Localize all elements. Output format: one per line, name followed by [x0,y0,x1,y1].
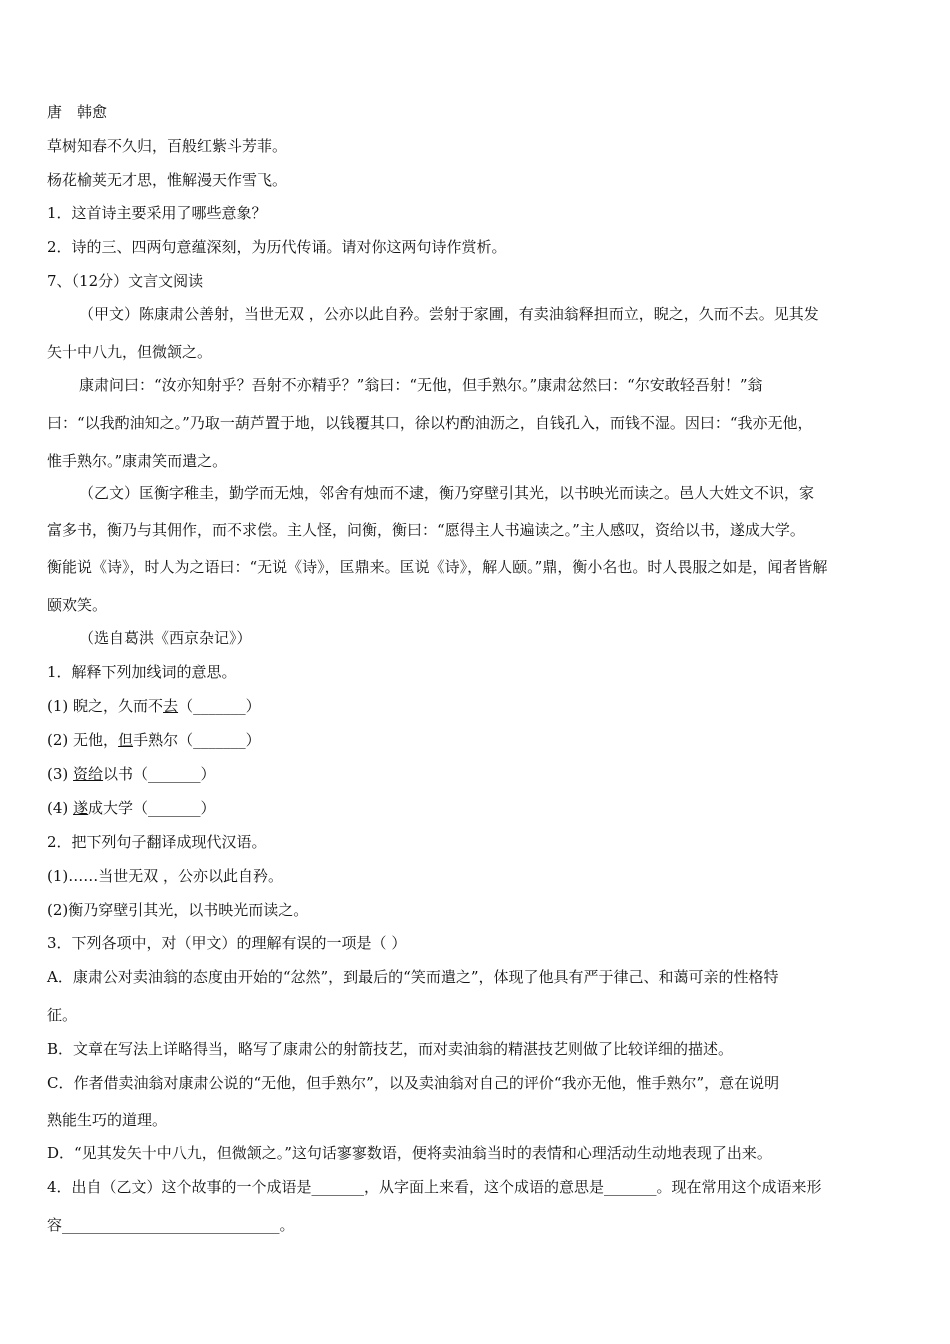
question-4-line-1: 4．出自（乙文）这个故事的一个成语是_______，从字面上来看，这个成语的意思是_______。现在常用这个成语来形 [47,1178,822,1196]
underlined-word: 遂 [73,799,89,817]
question-1-item-4: (4) 遂成大学（_______） [47,799,216,817]
poem-line-2: 杨花榆荚无才思，惟解漫天作雪飞。 [47,171,288,189]
poem-author: 唐 韩愈 [47,103,108,121]
yi-paragraph-line-4: 颐欢笑。 [47,596,108,614]
section-7-heading: 7、（12分）文言文阅读 [47,272,204,290]
underlined-word: 资给 [73,765,104,783]
jia-paragraph-2-line-3: 惟手熟尔。”康肃笑而遣之。 [47,452,228,470]
question-2-item-1: (1)……当世无双 ，公亦以此自矜。 [47,867,284,885]
yi-paragraph-line-3: 衡能说《诗》，时人为之语曰：“无说《诗》，匡鼎来。匡说《诗》，解人颐。”鼎，衡小名也。时人畏服之如是，闻者皆解 [47,558,828,576]
poem-line-1: 草树知春不久归，百般红紫斗芳菲。 [47,137,288,155]
underlined-word: 但 [118,731,134,749]
poem-question-1: 1．这首诗主要采用了哪些意象？ [47,204,267,222]
question-1-item-2: (2) 无他，但手熟尔（_______） [47,731,261,749]
question-2-item-2: (2)衡乃穿壁引其光，以书映光而读之。 [47,901,309,919]
jia-paragraph-1-line-1: （甲文）陈康肃公善射，当世无双 ，公亦以此自矜。尝射于家圃，有卖油翁释担而立，睨之，久而不去。见其发 [79,305,819,323]
question-1-item-1: (1) 睨之，久而不去（_______） [47,697,261,715]
jia-paragraph-2-line-1: 康肃问曰：“汝亦知射乎？吾射不亦精乎？”翁曰：“无他，但手熟尔。”康肃忿然曰：“尔安敢轻吾射！”翁 [79,376,763,394]
option-a-line-1: A．康肃公对卖油翁的态度由开始的“忿然”，到最后的“笑而遣之”，体现了他具有严于律己、和蔼可亲的性格特 [47,968,779,986]
yi-paragraph-line-2: 富多书，衡乃与其佣作，而不求偿。主人怪，问衡，衡曰：“愿得主人书遍读之。”主人感叹，资给以书，遂成大学。 [47,521,805,539]
option-d: D．“见其发矢十中八九，但微颔之。”这句话寥寥数语，便将卖油翁当时的表情和心理活动生动地表现了出来。 [47,1144,772,1162]
yi-paragraph-line-1: （乙文）匡衡字稚圭，勤学而无烛，邻舍有烛而不逮，衡乃穿壁引其光，以书映光而读之。邑人大姓文不识，家 [79,484,815,502]
question-2-title: 2．把下列句子翻译成现代汉语。 [47,833,267,851]
question-4-line-2: 容_____________________________。 [47,1216,295,1234]
option-b: B．文章在写法上详略得当，略写了康肃公的射箭技艺，而对卖油翁的精湛技艺则做了比较详细的描述。 [47,1040,734,1058]
question-3-title: 3．下列各项中，对（甲文）的理解有误的一项是（ ） [47,934,407,952]
option-c-line-1: C．作者借卖油翁对康肃公说的“无他，但手熟尔”，以及卖油翁对自己的评价“我亦无他，惟手熟尔”，意在说明 [47,1074,780,1092]
underlined-word: 去 [163,697,179,715]
option-a-line-2: 征。 [47,1006,78,1024]
source-citation: （选自葛洪《西京杂记》） [79,629,252,647]
question-1-title: 1．解释下列加线词的意思。 [47,663,237,681]
option-c-line-2: 熟能生巧的道理。 [47,1111,168,1129]
jia-paragraph-2-line-2: 曰：“以我酌油知之。”乃取一葫芦置于地，以钱覆其口，徐以杓酌油沥之，自钱孔入，而钱不湿。因曰：“我亦无他， [47,414,813,432]
jia-paragraph-1-line-2: 矢十中八九，但微颔之。 [47,343,213,361]
poem-question-2: 2．诗的三、四两句意蕴深刻，为历代传诵。请对你这两句诗作赏析。 [47,238,507,256]
question-1-item-3: (3) 资给以书（_______） [47,765,216,783]
